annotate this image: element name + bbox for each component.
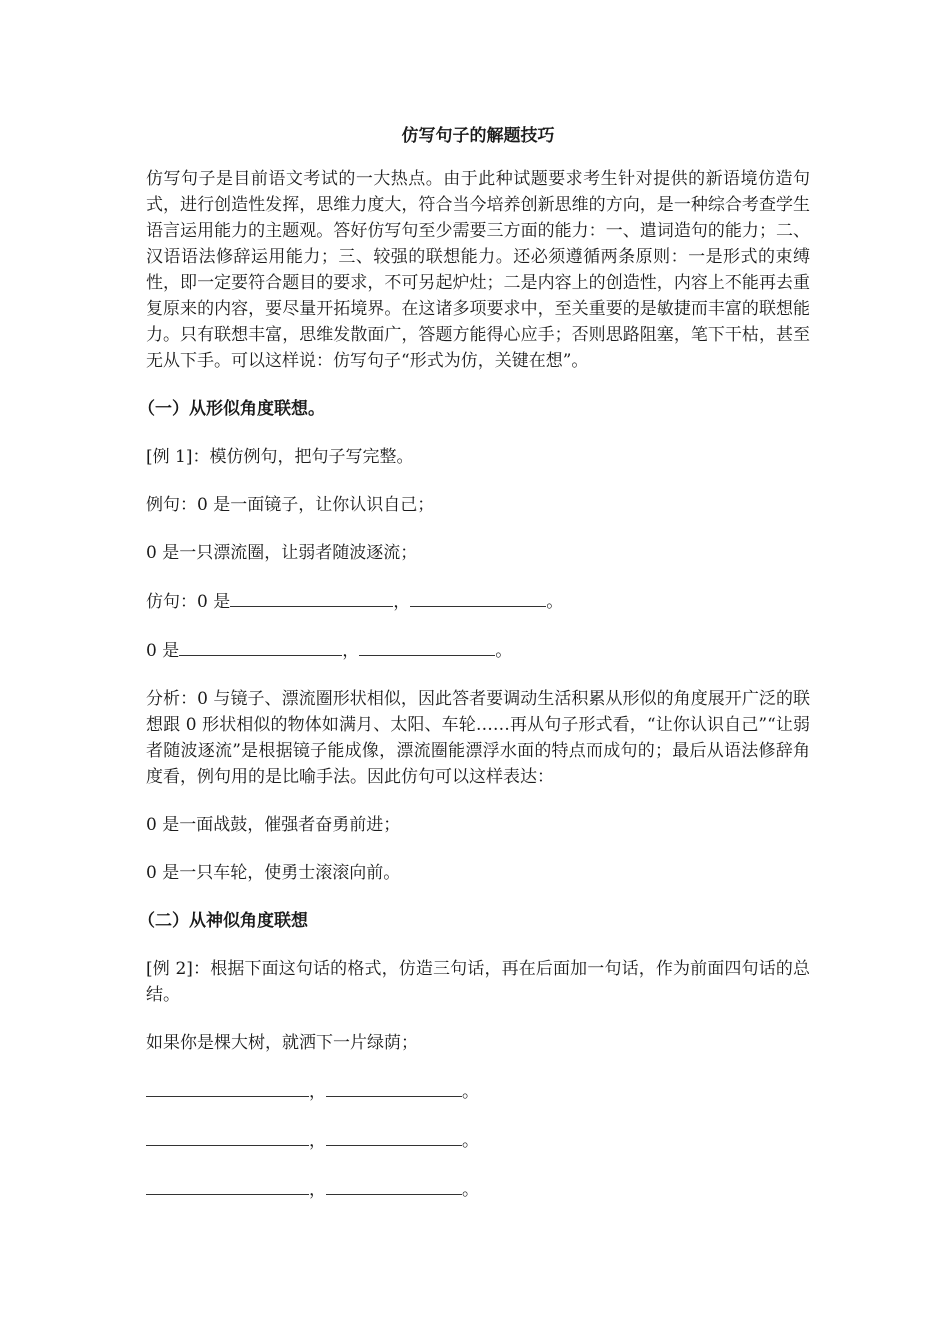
blank-line[interactable] <box>146 1176 309 1195</box>
answer-2: 0 是一只车轮，使勇士滚滚向前。 <box>146 863 401 883</box>
example-1-sample-2: 0 是一只漂流圈，让弱者随波逐流； <box>146 543 418 563</box>
example-1-fill-2 <box>146 637 810 664</box>
comma: ， <box>309 1082 326 1102</box>
document-title: 仿写句子的解题技巧 <box>401 126 555 146</box>
period: 。 <box>462 1131 479 1151</box>
example-2-fill-2 <box>146 1127 810 1154</box>
fill-prefix: 0 是 <box>146 641 180 661</box>
document-body <box>138 122 810 1225</box>
intro-paragraph: 仿写句子是目前语文考试的一大热点。由于此种试题要求考生针对提供的新语境仿造句式，进行创造性发挥，思维力度大，符合当今培养创新思维的方向，是一种综合考查学生语言运用能力的主题观。答好仿写句至少需要三方面的能力：一、遣词造句的能力；二、汉语语法修辞运用能力；三、较强的联想能力。还必须遵循两条原则：一是形式的束缚性，即一定要符合题目的要求，不可另起炉灶；二是内容上的创造性，内容上不能再去重复原来的内容，要尽量开拓境界。在这诸多项要求中，至关重要的是敏捷而丰富的联想能力。只有联想丰富，思维发散面广，答题方能得心应手；否则思路阻塞，笔下干枯，甚至无从下手。可以这样说：仿写句子“形式为仿，关键在想”。 <box>146 169 810 371</box>
comma: ， <box>309 1131 326 1151</box>
blank-line[interactable] <box>326 1127 462 1146</box>
blank-line[interactable] <box>326 1078 462 1097</box>
section-1-heading: （一）从形似角度联想。 <box>138 399 325 419</box>
period: 。 <box>462 1180 479 1200</box>
example-1-fill-1 <box>146 588 810 615</box>
comma: ， <box>393 592 411 612</box>
example-1-label: [例 1]：模仿例句，把句子写完整。 <box>146 447 414 467</box>
example-2-label: [例 2]：根据下面这句话的格式，仿造三句话，再在后面加一句话，作为前面四句话的总结。 <box>146 959 810 1005</box>
answer-1: 0 是一面战鼓，催强者奋勇前进； <box>146 815 401 835</box>
comma: ， <box>342 641 360 661</box>
period: 。 <box>495 641 513 661</box>
period: 。 <box>462 1082 479 1102</box>
blank-line[interactable] <box>326 1176 462 1195</box>
example-2-fill-1 <box>146 1078 810 1105</box>
example-2-fill-3 <box>146 1176 810 1203</box>
blank-line[interactable] <box>146 1078 309 1097</box>
analysis-paragraph: 分析：0 与镜子、漂流圈形状相似，因此答者要调动生活积累从形似的角度展开广泛的联想跟 0 形状相似的物体如满月、太阳、车轮……再从句子形式看，“让你认识自己”“让弱者随波逐流”是根据镜子能成像，漂流圈能漂浮水面的特点而成句的；最后从语法修辞角度看，例句用的是比喻手法。因此仿句可以这样表达： <box>146 689 810 787</box>
section-2-heading: （二）从神似角度联想 <box>138 911 308 931</box>
comma: ， <box>309 1180 326 1200</box>
fill-prefix: 仿句：0 是 <box>146 592 231 612</box>
example-1-sample-1: 例句：0 是一面镜子，让你认识自己； <box>146 495 435 515</box>
period: 。 <box>546 592 564 612</box>
blank-line[interactable] <box>146 1127 309 1146</box>
blank-line[interactable] <box>410 588 546 607</box>
example-2-sample: 如果你是棵大树，就洒下一片绿荫； <box>146 1033 418 1053</box>
blank-line[interactable] <box>359 637 495 656</box>
blank-line[interactable] <box>179 637 342 656</box>
blank-line[interactable] <box>230 588 393 607</box>
